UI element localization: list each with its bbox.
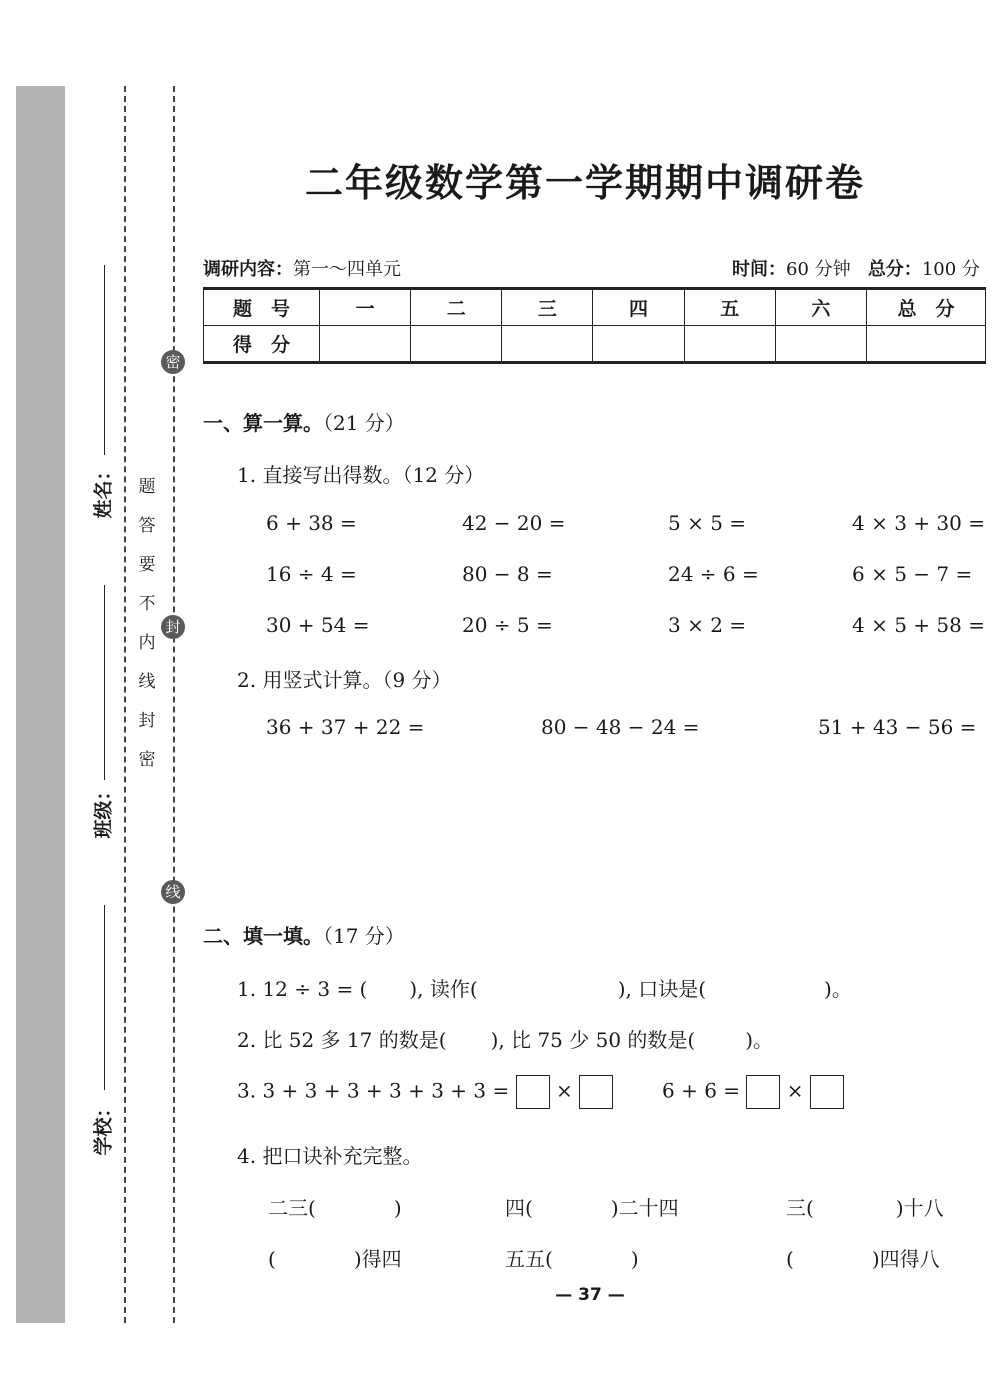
s2-q4-label: 4. 把口诀补充完整。	[237, 1144, 423, 1168]
notice-char: 线	[138, 672, 156, 692]
calc-item: 80 − 8 =	[462, 562, 553, 586]
s1-q2-label: 2. 用竖式计算。（9 分）	[237, 668, 452, 692]
score-table-score-row	[204, 326, 986, 363]
header-cell: 题 号	[204, 289, 320, 326]
binding-notice	[137, 468, 157, 780]
section-1-title: 一、算一算。	[203, 411, 323, 435]
notice-char: 题	[138, 477, 156, 497]
answer-box[interactable]	[516, 1075, 550, 1109]
s2-q3-left	[237, 1075, 613, 1109]
total-label: 总分：	[867, 259, 922, 280]
answer-box[interactable]	[579, 1075, 613, 1109]
section-2-heading	[203, 920, 405, 949]
calc-item: 20 ÷ 5 =	[462, 613, 553, 637]
header-cell: 四	[593, 289, 684, 326]
rhyme-item	[786, 1243, 940, 1272]
exam-title: 二年级数学第一学期期中调研卷	[304, 160, 865, 205]
score-cell[interactable]	[320, 326, 411, 363]
header-cell: 总 分	[867, 289, 986, 326]
s2-q3-expression: 3. 3 + 3 + 3 + 3 + 3 + 3 =	[237, 1078, 510, 1103]
times-sign: ×	[786, 1078, 804, 1103]
exam-scope	[203, 255, 401, 281]
rhyme-text: 二三(	[268, 1196, 316, 1220]
score-cell[interactable]	[502, 326, 593, 363]
vertical-calc-item: 36 + 37 + 22 =	[266, 715, 425, 739]
exam-time-total	[732, 255, 980, 281]
name-write-line[interactable]	[104, 265, 105, 455]
rhyme-text: )二十四	[610, 1196, 679, 1220]
rhyme-text: )	[630, 1247, 639, 1271]
school-write-line[interactable]	[104, 905, 105, 1090]
notice-char: 要	[138, 555, 156, 575]
name-label: 姓名：	[92, 461, 115, 519]
header-cell: 六	[775, 289, 866, 326]
s2-q1-text: ), 读作(	[409, 977, 478, 1001]
total-value: 100 分	[921, 259, 980, 280]
notice-char: 内	[138, 633, 156, 653]
answer-box[interactable]	[746, 1075, 780, 1109]
score-row-label: 得 分	[204, 326, 320, 363]
score-cell[interactable]	[411, 326, 502, 363]
s2-q1-text: 1. 12 ÷ 3 = (	[237, 977, 368, 1001]
notice-char: 密	[138, 750, 156, 770]
time-value: 60 分钟	[786, 259, 851, 280]
section-2-title: 二、填一填。	[203, 924, 323, 948]
score-table-header-row	[204, 289, 986, 326]
time-label: 时间：	[732, 259, 786, 280]
class-write-line[interactable]	[104, 585, 105, 780]
binding-margin-strip	[16, 86, 65, 1323]
header-cell: 一	[320, 289, 411, 326]
seal-circle-xian: 线	[161, 880, 185, 904]
times-sign: ×	[555, 1078, 573, 1103]
section-1-points: （21 分）	[323, 411, 405, 435]
calc-item: 3 × 2 =	[668, 613, 747, 637]
rhyme-text: 三(	[786, 1196, 814, 1220]
s2-q3-right	[662, 1075, 844, 1109]
seal-circle-feng: 封	[161, 615, 185, 639]
s2-q2-text: )。	[745, 1028, 774, 1052]
seal-circle-mi: 密	[161, 350, 185, 374]
s2-q2-text: 2. 比 52 多 17 的数是(	[237, 1028, 447, 1052]
school-label: 学校：	[92, 1098, 115, 1156]
scope-label: 调研内容：	[203, 259, 293, 280]
scope-value: 第一～四单元	[293, 259, 401, 280]
rhyme-text: 五五(	[505, 1247, 553, 1271]
score-table	[203, 287, 986, 364]
rhyme-text: (	[786, 1247, 794, 1271]
header-cell: 二	[411, 289, 502, 326]
score-cell[interactable]	[593, 326, 684, 363]
calc-item: 5 × 5 =	[668, 511, 747, 535]
s1-q1-label: 1. 直接写出得数。（12 分）	[237, 463, 485, 487]
rhyme-text: )得四	[353, 1247, 402, 1271]
score-cell[interactable]	[867, 326, 986, 363]
section-1-heading	[203, 407, 405, 436]
rhyme-text: )十八	[895, 1196, 944, 1220]
rhyme-item	[505, 1192, 679, 1221]
rhyme-item	[268, 1192, 402, 1221]
s2-q2	[237, 1024, 773, 1053]
class-label: 班级：	[92, 781, 115, 839]
calc-item: 30 + 54 =	[266, 613, 370, 637]
calc-item: 24 ÷ 6 =	[668, 562, 759, 586]
fold-line-outer	[124, 86, 126, 1323]
notice-char: 封	[138, 711, 156, 731]
rhyme-text: )	[393, 1196, 402, 1220]
calc-item: 16 ÷ 4 =	[266, 562, 357, 586]
calc-item: 42 − 20 =	[462, 511, 566, 535]
answer-box[interactable]	[810, 1075, 844, 1109]
calc-item: 4 × 3 + 30 =	[852, 511, 985, 535]
rhyme-item	[786, 1192, 944, 1221]
calc-item: 6 + 38 =	[266, 511, 357, 535]
page-number: — 37 —	[555, 1285, 625, 1305]
vertical-calc-item: 80 − 48 − 24 =	[541, 715, 700, 739]
s2-q3-expression: 6 + 6 =	[662, 1078, 741, 1103]
notice-char: 答	[138, 516, 156, 536]
score-cell[interactable]	[775, 326, 866, 363]
section-2-points: （17 分）	[323, 924, 405, 948]
notice-char: 不	[138, 594, 156, 614]
vertical-calc-item: 51 + 43 − 56 =	[818, 715, 977, 739]
rhyme-text: )四得八	[871, 1247, 940, 1271]
rhyme-item	[268, 1243, 402, 1272]
rhyme-text: 四(	[505, 1196, 533, 1220]
header-cell: 五	[684, 289, 775, 326]
score-cell[interactable]	[684, 326, 775, 363]
calc-item: 6 × 5 − 7 =	[852, 562, 973, 586]
header-cell: 三	[502, 289, 593, 326]
s2-q2-text: ), 比 75 少 50 的数是(	[490, 1028, 696, 1052]
calc-item: 4 × 5 + 58 =	[852, 613, 985, 637]
s2-q1-text: )。	[824, 977, 852, 1001]
s2-q1-text: ), 口诀是(	[617, 977, 707, 1001]
rhyme-item	[505, 1243, 639, 1272]
rhyme-text: (	[268, 1247, 276, 1271]
fold-line-inner	[173, 86, 175, 1323]
s2-q1	[237, 973, 852, 1002]
